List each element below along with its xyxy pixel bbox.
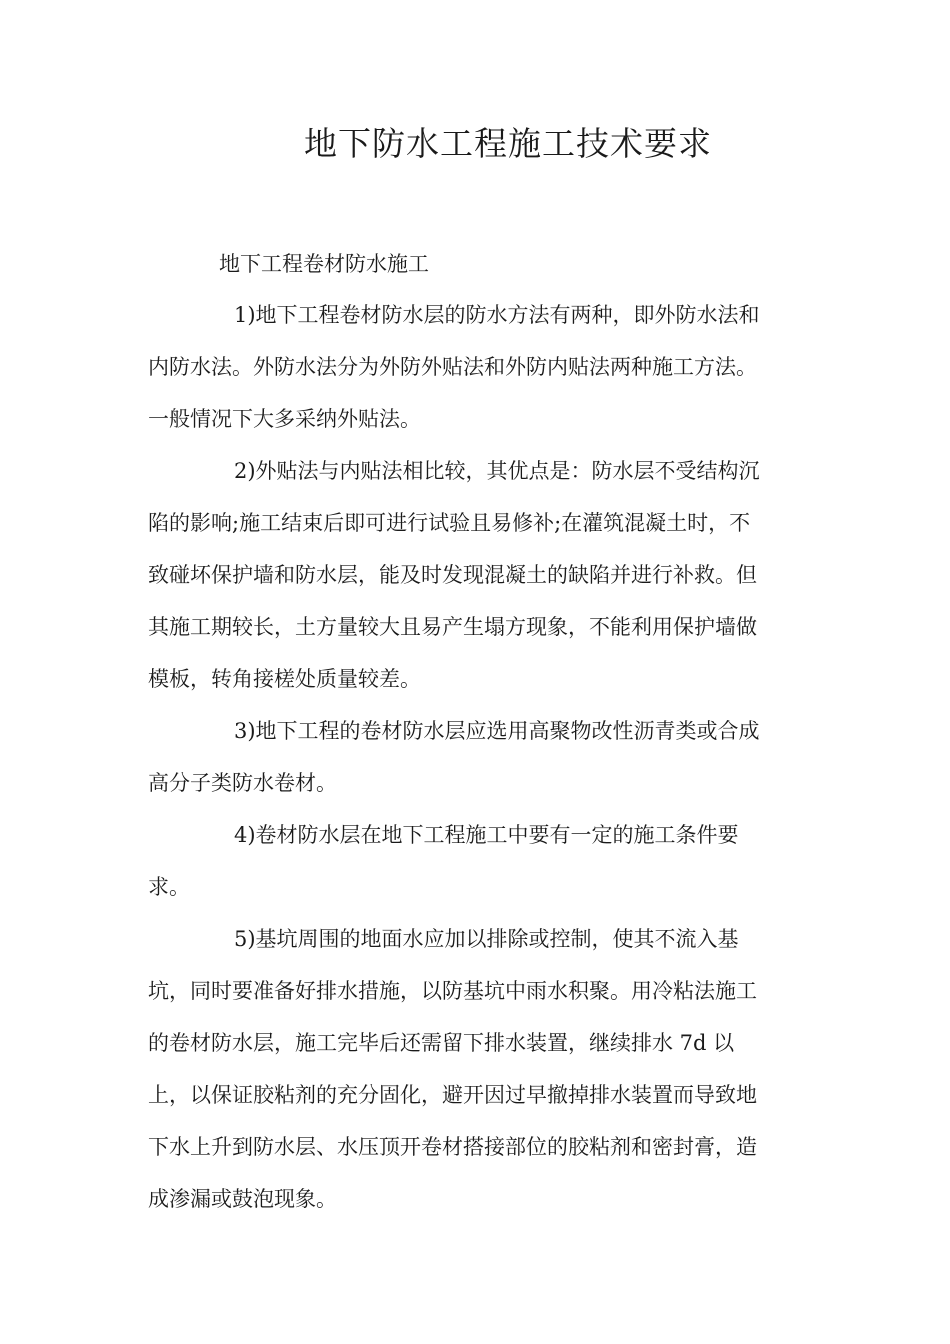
paragraph-3-line-1: 3)地下工程的卷材防水层应选用高聚物改性沥青类或合成	[234, 719, 760, 743]
paragraph-5-line-5: 下水上升到防水层、水压顶开卷材搭接部位的胶粘剂和密封膏，造	[148, 1135, 757, 1159]
paragraph-5-line-6: 成渗漏或鼓泡现象。	[148, 1187, 337, 1211]
paragraph-2-line-3: 致碰坏保护墙和防水层，能及时发现混凝土的缺陷并进行补救。但	[148, 563, 757, 587]
paragraph-4-line-2: 求。	[148, 875, 190, 899]
paragraph-1-line-1: 1)地下工程卷材防水层的防水方法有两种，即外防水法和	[234, 303, 760, 327]
paragraph-2-line-1: 2)外贴法与内贴法相比较，其优点是：防水层不受结构沉	[234, 459, 760, 483]
paragraph-5-line-1: 5)基坑周围的地面水应加以排除或控制，使其不流入基	[234, 927, 739, 951]
paragraph-5-line-3: 的卷材防水层，施工完毕后还需留下排水装置，继续排水 7d 以	[148, 1031, 735, 1055]
paragraph-2-line-2: 陷的影响;施工结束后即可进行试验且易修补;在灌筑混凝土时，不	[148, 511, 751, 535]
paragraph-1-line-3: 一般情况下大多采纳外贴法。	[148, 407, 421, 431]
paragraph-5-line-4: 上，以保证胶粘剂的充分固化，避开因过早撤掉排水装置而导致地	[148, 1083, 757, 1107]
paragraph-3-line-2: 高分子类防水卷材。	[148, 771, 337, 795]
document-title: 地下防水工程施工技术要求	[304, 124, 712, 163]
paragraph-4-line-1: 4)卷材防水层在地下工程施工中要有一定的施工条件要	[234, 823, 739, 847]
paragraph-2-line-4: 其施工期较长，土方量较大且易产生塌方现象，不能利用保护墙做	[148, 615, 757, 639]
section-heading: 地下工程卷材防水施工	[219, 252, 429, 276]
paragraph-5-line-2: 坑，同时要准备好排水措施，以防基坑中雨水积聚。用冷粘法施工	[148, 979, 757, 1003]
paragraph-2-line-5: 模板，转角接槎处质量较差。	[148, 667, 421, 691]
paragraph-1-line-2: 内防水法。外防水法分为外防外贴法和外防内贴法两种施工方法。	[148, 355, 757, 379]
